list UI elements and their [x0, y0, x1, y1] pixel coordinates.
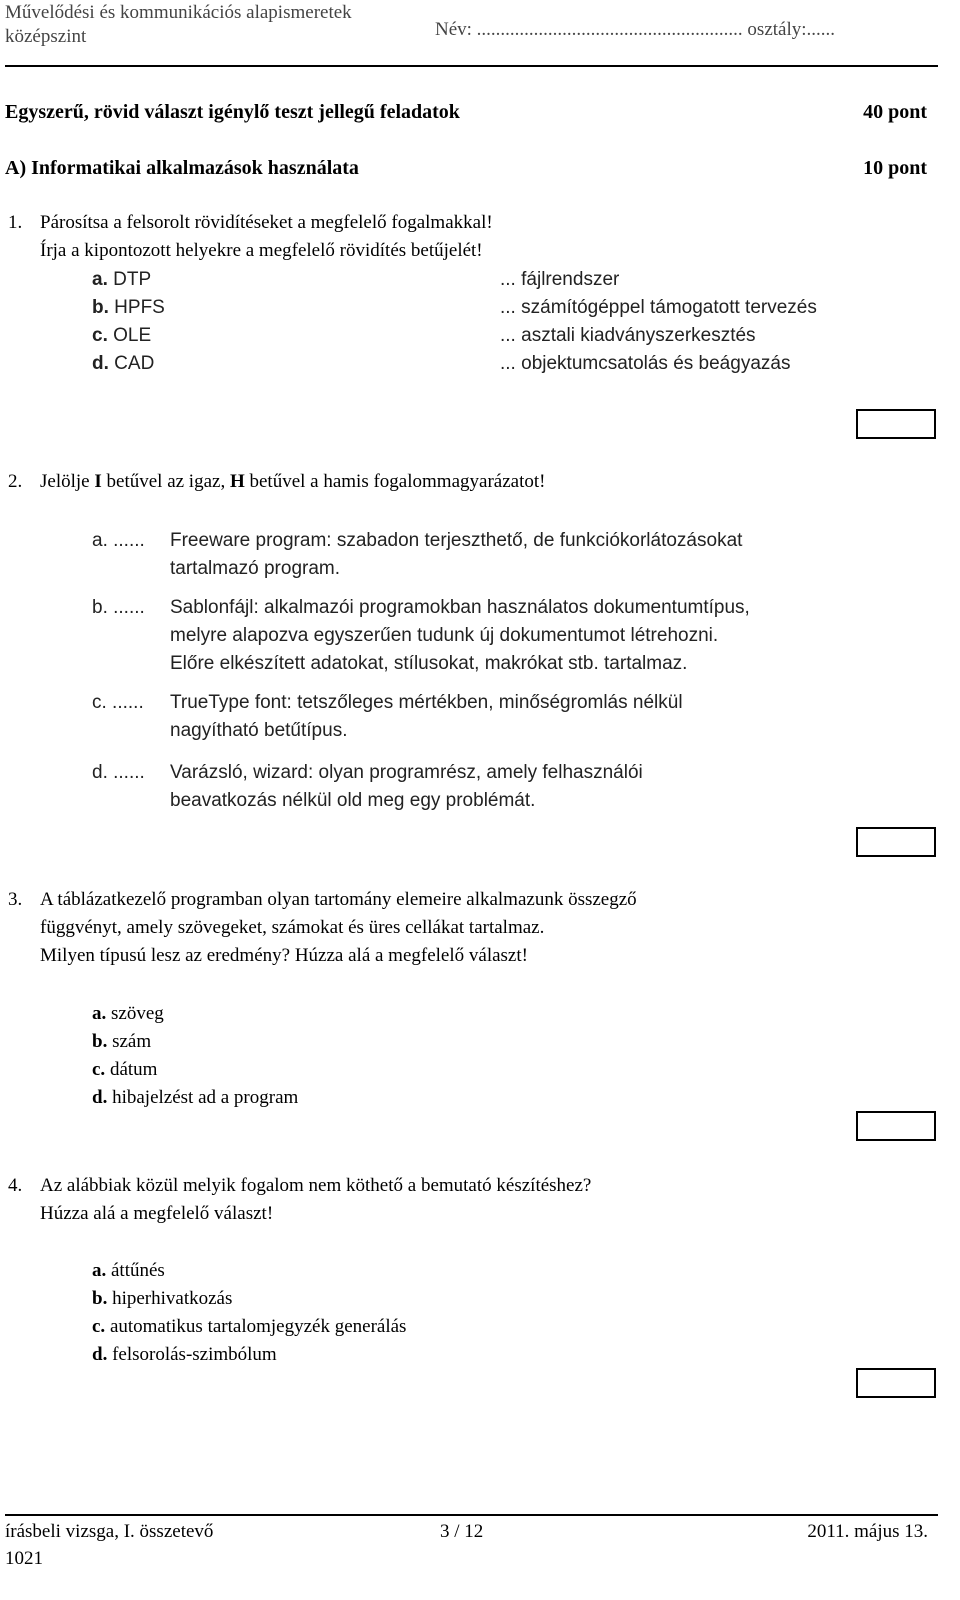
q4-option-d[interactable]: d. felsorolás-szimbólum [92, 1344, 277, 1365]
q1-left-item: c. OLE [92, 325, 152, 346]
q1-right-item: ... asztali kiadványszerkesztés [500, 325, 756, 346]
q3-score-box[interactable] [856, 1111, 936, 1141]
subject-level: középszint [5, 26, 87, 47]
subject-title: Művelődési és kommunikációs alapismeretek [5, 2, 352, 23]
q2-answer-slot-c: c. ...... [92, 692, 144, 713]
footer-rule [5, 1514, 938, 1516]
q1-instruction-line1: Párosítsa a felsorolt rövidítéseket a megfelelő fogalmakkal! [40, 212, 493, 233]
q3-number: 3. [8, 889, 23, 910]
section-title: Egyszerű, rövid választ igénylő teszt jellegű feladatok [5, 101, 460, 123]
q1-left-item: b. HPFS [92, 297, 165, 318]
q1-score-box[interactable] [856, 409, 936, 439]
q3-option-d[interactable]: d. hibajelzést ad a program [92, 1087, 299, 1108]
q2-answer-slot-d: d. ...... [92, 762, 145, 783]
q2-statement-c-line: TrueType font: tetszőleges mértékben, minőségromlás nélkül [170, 692, 683, 713]
q2-number: 2. [8, 471, 23, 492]
q2-statement-b-line: melyre alapozva egyszerűen tudunk új dokumentumot létrehozni. [170, 625, 719, 646]
q3-text-line: függvényt, amely szövegeket, számokat és üres cellákat tartalmaz. [40, 917, 545, 938]
q3-option-a[interactable]: a. szöveg [92, 1003, 164, 1024]
footer-date: 2011. május 13. [807, 1521, 928, 1542]
subsection-title: A) Informatikai alkalmazások használata [5, 157, 359, 179]
q1-left-item: a. DTP [92, 269, 152, 290]
footer-page-number: 3 / 12 [440, 1521, 484, 1542]
q4-option-c[interactable]: c. automatikus tartalomjegyzék generálás [92, 1316, 407, 1337]
q3-option-c[interactable]: c. dátum [92, 1059, 158, 1080]
header-rule [5, 65, 938, 67]
q2-statement-b-line: Előre elkészített adatokat, stílusokat, makrókat stb. tartalmaz. [170, 653, 688, 674]
q2-statement-d-line: Varázsló, wizard: olyan programrész, amely felhasználói [170, 762, 643, 783]
q2-answer-slot-a: a. ...... [92, 530, 145, 551]
q2-score-box[interactable] [856, 827, 936, 857]
q2-statement-a-line: Freeware program: szabadon terjeszthető, de funkciókorlátozásokat [170, 530, 743, 551]
q2-instruction: Jelölje I betűvel az igaz, H betűvel a hamis fogalommagyarázatot! [40, 471, 546, 492]
footer-exam-label: írásbeli vizsga, I. összetevő [5, 1521, 214, 1542]
q1-instruction-line2: Írja a kipontozott helyekre a megfelelő rövidítés betűjelét! [40, 240, 483, 261]
q2-statement-b-line: Sablonfájl: alkalmazói programokban használatos dokumentumtípus, [170, 597, 750, 618]
q1-left-item: d. CAD [92, 353, 155, 374]
q3-option-b[interactable]: b. szám [92, 1031, 152, 1052]
q4-option-a[interactable]: a. áttűnés [92, 1260, 165, 1281]
q1-number: 1. [8, 212, 23, 233]
q4-score-box[interactable] [856, 1368, 936, 1398]
q3-text-line: A táblázatkezelő programban olyan tartomány elemeire alkalmazunk összegző [40, 889, 637, 910]
q2-statement-d-line: beavatkozás nélkül old meg egy problémát. [170, 790, 536, 811]
q3-text-line: Milyen típusú lesz az eredmény? Húzza alá a megfelelő választ! [40, 945, 528, 966]
section-points: 40 pont [863, 101, 927, 123]
q2-statement-a-line: tartalmazó program. [170, 558, 341, 579]
footer-code: 1021 [5, 1548, 43, 1569]
q1-right-item: ... fájlrendszer [500, 269, 620, 290]
q2-statement-c-line: nagyítható betűtípus. [170, 720, 348, 741]
q4-option-b[interactable]: b. hiperhivatkozás [92, 1288, 233, 1309]
q1-right-item: ... objektumcsatolás és beágyazás [500, 353, 791, 374]
q4-text-line: Az alábbiak közül melyik fogalom nem köthető a bemutató készítéshez? [40, 1175, 592, 1196]
q1-right-item: ... számítógéppel támogatott tervezés [500, 297, 817, 318]
q2-answer-slot-b: b. ...... [92, 597, 145, 618]
subsection-points: 10 pont [863, 157, 927, 179]
name-class-field: Név: ........................................................ osztály:...... [435, 19, 836, 40]
q4-text-line: Húzza alá a megfelelő választ! [40, 1203, 274, 1224]
q4-number: 4. [8, 1175, 23, 1196]
